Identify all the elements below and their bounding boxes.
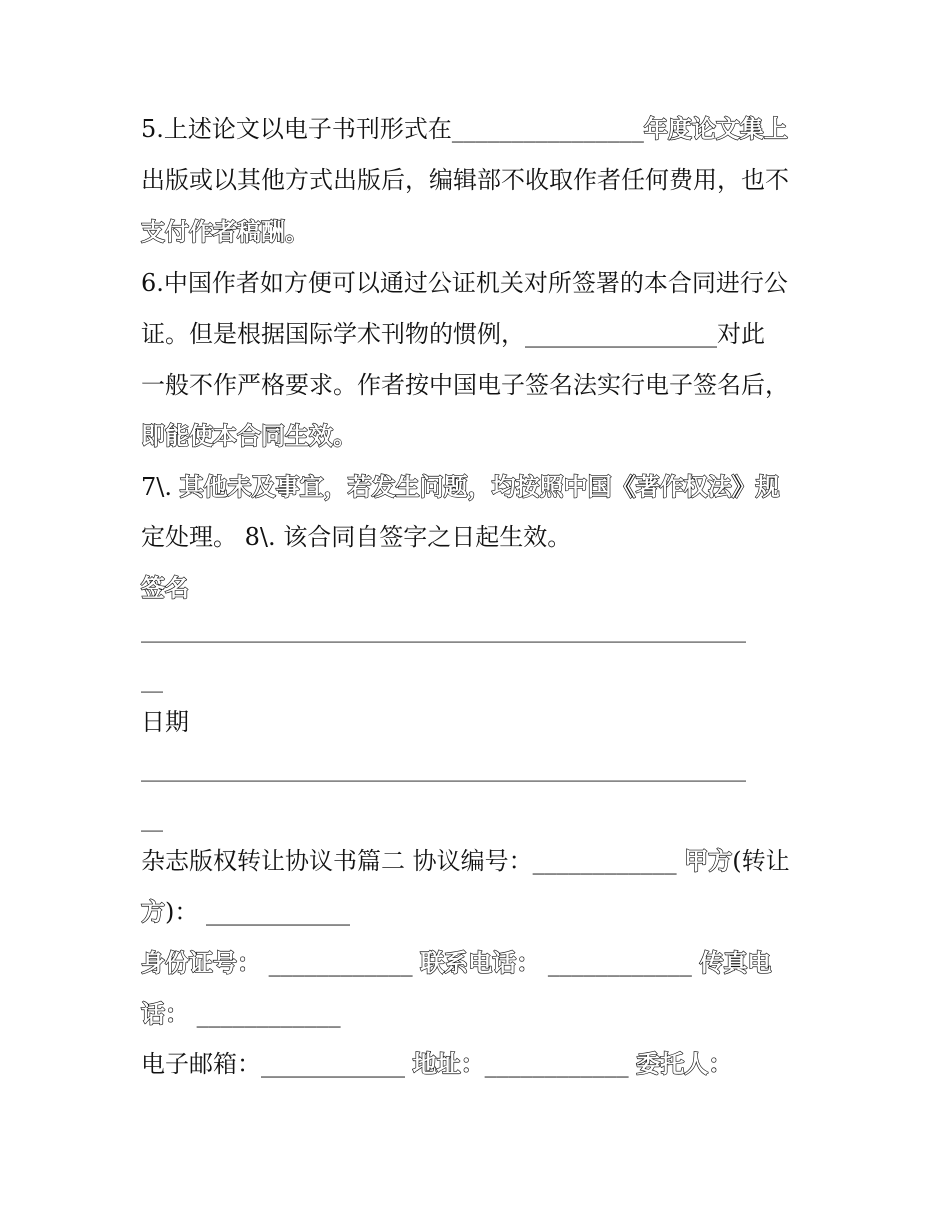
fax-blank: ____________ (196, 1000, 341, 1028)
email-label: 电子邮箱： (141, 1050, 261, 1078)
clause7-line2 (141, 522, 571, 552)
clause6-line4 (141, 421, 357, 451)
signature-field[interactable]: _______________________________________________________ (141, 618, 746, 643)
address-label: 地址： (412, 1049, 485, 1078)
id-number-blank: ____________ (268, 949, 413, 977)
agreement-number-blank: ____________ (532, 847, 677, 875)
party-a-tail: (转让 (732, 847, 790, 875)
agent-label: 委托人： (636, 1049, 733, 1078)
fax-label-tail: 话： (141, 999, 189, 1028)
signature-label-line (141, 573, 189, 603)
clause6-text-2b: 对此 (717, 320, 765, 348)
transferor-label: 方 (141, 897, 165, 926)
clause5-text: 5.上述论文以电子书刊形式在 (141, 115, 452, 143)
clause7-prefix: 7\. (141, 473, 180, 501)
date-underline[interactable] (141, 755, 746, 785)
agreement2-line4 (141, 999, 341, 1029)
agreement2-line2 (141, 897, 350, 927)
clause5-year-blank: ________________ (451, 115, 644, 143)
clause5-line3 (141, 217, 309, 247)
phone-label: 联系电话： (420, 948, 541, 977)
agreement2-line3 (141, 948, 772, 978)
signature-field-tail: __ (141, 668, 163, 693)
clause5-outline-text: 年度论文集上 (643, 114, 788, 143)
clause5-line2 (141, 165, 789, 195)
agreement2-line5 (141, 1049, 732, 1079)
clause6-text-2a: 证。但是根据国际学术刊物的惯例， (141, 320, 525, 348)
party-a-label: 甲方 (684, 846, 733, 875)
clause6-text-3: 一般不作严格要求。作者按中国电子签名法实行电子签名后， (141, 371, 789, 399)
transferor-blank: ____________ (206, 898, 351, 926)
date-label-line (141, 707, 189, 737)
clause7-outline-text: 其他未及事宜，若发生问题，均按照中国《著作权法》规 (179, 472, 780, 501)
phone-blank: ____________ (547, 949, 692, 977)
email-blank: ____________ (261, 1050, 405, 1078)
clause5-outline-text-2: 支付作者稿酬。 (141, 217, 309, 246)
fax-label: 传真电 (699, 948, 772, 977)
agreement2-line1 (141, 846, 790, 876)
clause5-line1 (141, 114, 788, 144)
clause6-line1 (141, 268, 788, 298)
id-number-label: 身份证号： (141, 948, 261, 977)
transferor-colon: )： (165, 898, 199, 926)
date-underline-tail (141, 805, 163, 835)
date-field-tail: __ (141, 807, 163, 832)
clause7-text: 定处理。 8\. 该合同自签字之日起生效。 (141, 523, 572, 551)
date-field[interactable]: _______________________________________________________ (141, 757, 746, 782)
clause7-line1 (141, 472, 780, 502)
clause6-blank: ________________ (525, 320, 717, 348)
signature-underline[interactable] (141, 616, 746, 646)
date-label: 日期 (141, 708, 189, 736)
clause6-line2 (141, 319, 765, 349)
signature-label: 签名 (141, 573, 189, 602)
clause6-line3 (141, 370, 789, 400)
address-blank: ____________ (484, 1050, 629, 1078)
clause5-text-2: 出版或以其他方式出版后，编辑部不收取作者任何费用，也不 (141, 166, 789, 194)
clause6-text: 6.中国作者如方便可以通过公证机关对所签署的本合同进行公 (141, 269, 788, 297)
agreement2-title: 杂志版权转让协议书篇二 协议编号： (141, 847, 533, 875)
signature-underline-tail (141, 666, 163, 696)
clause6-outline-text: 即能使本合同生效。 (141, 421, 357, 450)
